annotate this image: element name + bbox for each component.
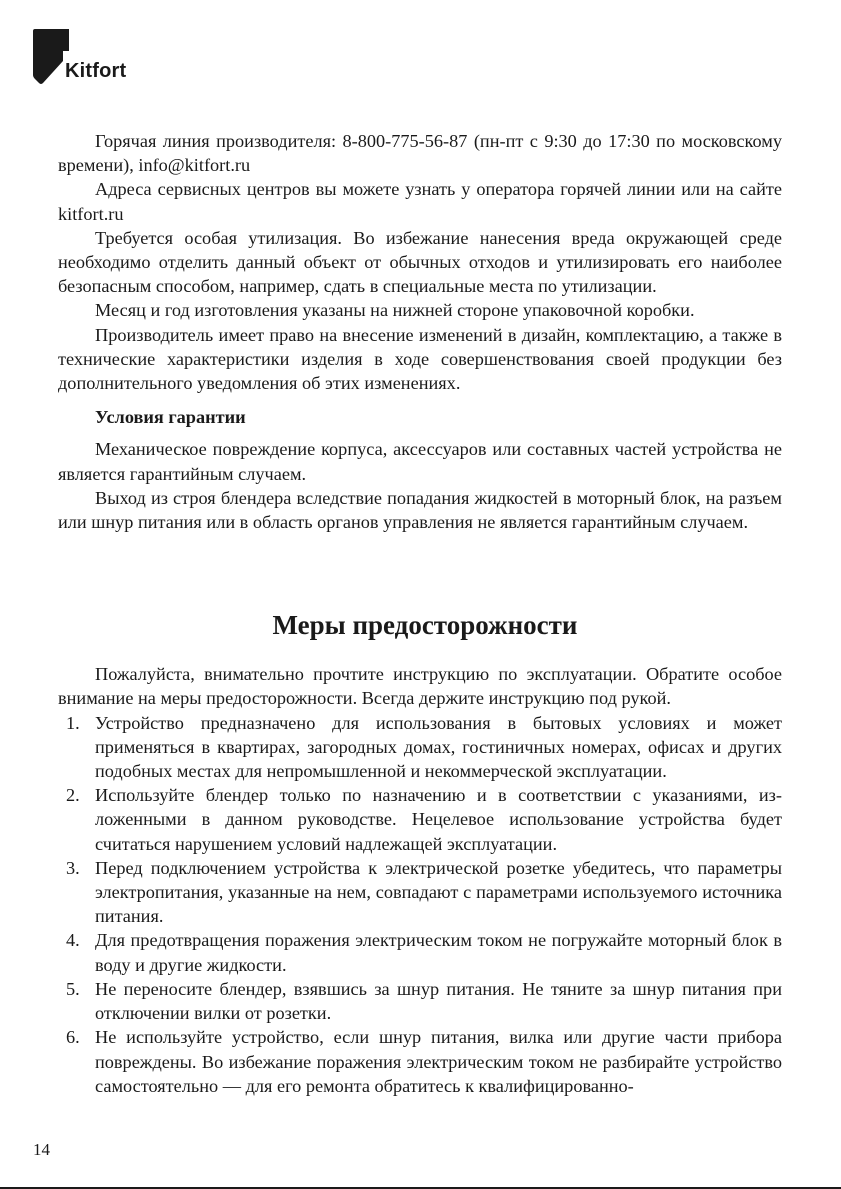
- page-number: 14: [33, 1140, 50, 1159]
- list-item: [58, 711, 782, 784]
- list-item-number: 2.: [66, 785, 80, 806]
- paragraph-precautions-intro: Пожалуйста, внимательно прочтите инструкцию по эксплуатации. Обратите особое внимание на меры предосторожности. Всегда держите инструкцию под рукой.: [58, 664, 782, 709]
- list-item: [58, 1025, 782, 1098]
- list-item-number: 5.: [66, 978, 80, 999]
- warranty-heading: Условия гарантии: [95, 407, 246, 428]
- list-item-number: 3.: [66, 857, 80, 878]
- kitfort-logo: [33, 29, 163, 89]
- list-item-number: 1.: [66, 712, 80, 733]
- paragraph-manufacture-date: Месяц и год изготовления указаны на нижней стороне упаковочной коробки.: [95, 300, 695, 321]
- paragraph-warranty-liquids: Выход из строя блендера вследствие попадания жидкостей в моторный блок, на разъем или шнур питания или в область органов управления не является гарантийным случаем.: [58, 487, 782, 533]
- paragraph-service-centers: Адреса сервисных центров вы можете узнать у оператора горячей линии или на сайте kitfort.ru: [58, 179, 782, 224]
- list-item-text: Не переносите блендер, взявшись за шнур питания. Не тяните за шнур питания при отключении вилки от розетки.: [95, 978, 782, 1024]
- list-item-text: Перед подключением устройства к электрической розетке убедитесь, что параметры электропитания, указанные на нем, совпадают с параметрами используемого источника питания.: [95, 857, 782, 927]
- list-item-text: Используйте блендер только по назначению и в соответствии с указаниями, изложенными в данном руководстве. Нецелевое использование устройства будет считаться нарушением условий надлежащей эксплуатации.: [95, 785, 782, 854]
- list-item-number: 6.: [66, 1027, 80, 1048]
- precautions-list: [58, 711, 782, 1098]
- paragraph-disposal: Требуется особая утилизация. Во избежание нанесения вреда окружающей среде необходимо отделить данный объект от обычных отходов и утилизировать его наиболее безопасным способом, например, сдать в специальные места по утилизации.: [58, 227, 782, 297]
- list-item-text: Не используйте устройство, если шнур питания, вилка или другие части прибора повреждены. Во избежание поражения электрическим током не разбирайте устройство самостоятельно — для его ремонта обратитесь к квалифицированно-: [95, 1027, 782, 1096]
- section-title-precautions: Меры предосторожности: [272, 610, 578, 641]
- list-item: [58, 977, 782, 1025]
- list-item-text: Устройство предназначено для использования в бытовых условиях и может применяться в квартирах, загородных домах, гостиничных номерах, офисах и других подобных местах для непромышленной и некоммерческой эксплуатации.: [95, 712, 782, 782]
- list-item-text: Для предотвращения поражения электрическим током не погружайте моторный блок в воду и другие жидкости.: [95, 930, 782, 975]
- paragraph-warranty-mechanical: Механическое повреждение корпуса, аксессуаров или составных частей устройства не является гарантийным случаем.: [58, 439, 782, 484]
- kitfort-logo-text: Kitfort: [65, 60, 127, 82]
- list-item: [58, 783, 782, 856]
- list-item-number: 4.: [66, 930, 80, 951]
- paragraph-manufacturer-rights: Производитель имеет право на внесение изменений в дизайн, комплектацию, а также в технические характеристики изделия в ходе совершенствования своей продукции без дополнительного уведомления об этих изменениях.: [58, 324, 782, 394]
- list-item: [58, 928, 782, 976]
- page-content: [58, 129, 782, 1098]
- list-item: [58, 856, 782, 929]
- paragraph-hotline: Горячая линия производителя: 8-800-775-56-87 (пн-пт с 9:30 до 17:30 по московскому времени), info@kitfort.ru: [58, 131, 782, 176]
